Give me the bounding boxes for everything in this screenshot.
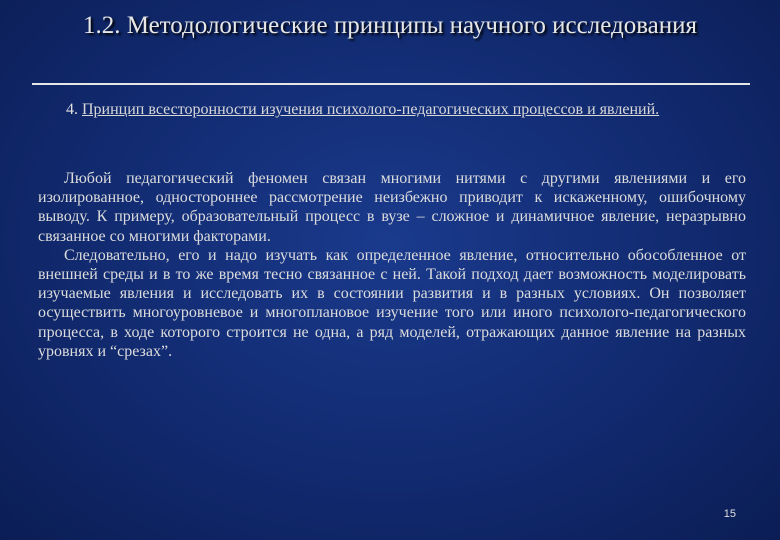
- title-divider: [32, 83, 750, 85]
- slide-title: 1.2. Методологические принципы научного исследования: [82, 12, 698, 39]
- section-heading: [38, 100, 750, 119]
- body-text: [38, 169, 746, 361]
- paragraph: Любой педагогический феномен связан многими нитями с другими явлениями и его изолированное, одностороннее рассмотрение неизбежно приводит к искаженному, ошибочному выводу. К примеру, образовательный процесс в вузе – сложное и динамичное явление, неразрывно связанное со многими факторами.: [38, 170, 746, 245]
- section-heading-text: Принцип всесторонности изучения психолого-педагогических процессов и явлений.: [82, 101, 660, 118]
- paragraph: Следовательно, его и надо изучать как определенное явление, относительно обособленное от внешней среды и в то же время тесно связанное с ней. Такой подход дает возможность моделировать изучаемые явления и исследовать их в состоянии развития и в разных условиях. Он позволяет осуществить многоуровневое и многоплановое изучение того или иного психолого-педагогического процесса, в ходе которого строится не одна, а ряд моделей, отражающих данное явление на разных уровнях и “срезах”.: [38, 246, 746, 360]
- page-number: 15: [723, 508, 736, 520]
- section-heading-number: 4.: [66, 101, 78, 118]
